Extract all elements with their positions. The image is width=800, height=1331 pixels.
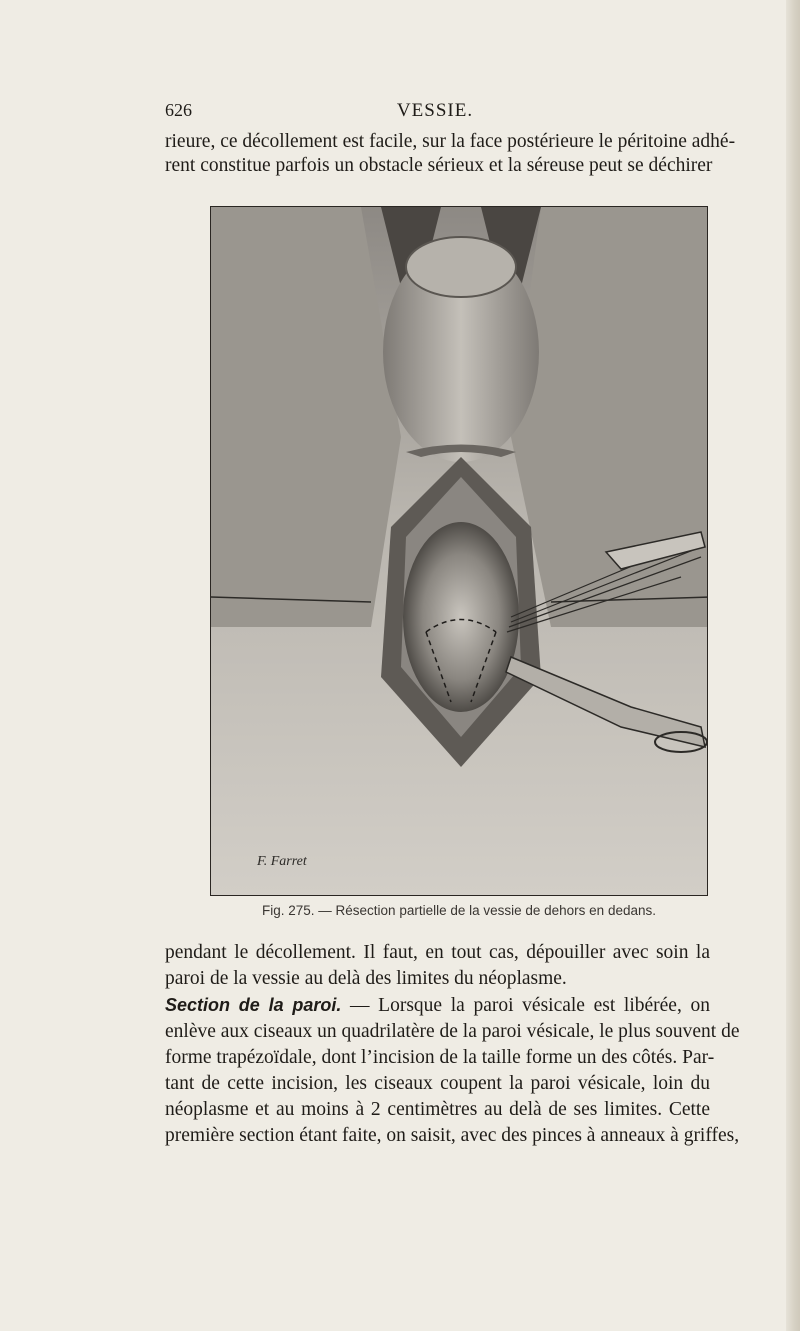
text-line: tant de cette incision, les ciseaux coupent la paroi vésicale, loin du — [165, 1073, 710, 1094]
surgical-illustration — [211, 207, 708, 896]
text-line-rest: — Lorsque la paroi vésicale est libérée, on — [341, 995, 710, 1016]
top-paragraph — [165, 130, 736, 178]
running-header — [165, 100, 705, 128]
body-paragraph — [165, 940, 740, 1149]
figure-caption: Fig. 275. — Résection partielle de la vessie de dehors en dedans. — [262, 903, 656, 918]
text-line: enlève aux ciseaux un quadrilatère de la paroi vésicale, le plus souvent de — [165, 1021, 740, 1042]
text-line: forme trapézoïdale, dont l’incision de la taille forme un des côtés. Par- — [165, 1047, 715, 1068]
running-title: VESSIE. — [396, 100, 474, 121]
artist-signature — [256, 854, 308, 869]
bladder-cavity — [403, 522, 519, 712]
section-heading: Section de la paroi. — [165, 995, 342, 1015]
text-line: rieure, ce décollement est facile, sur la face postérieure le péritoine adhé- — [165, 131, 736, 152]
figure-frame — [210, 206, 708, 896]
organ-tip — [406, 237, 516, 297]
text-line: première section étant faite, on saisit, avec des pinces à anneaux à griffes, — [165, 1125, 740, 1146]
text-line: paroi de la vessie au delà des limites du néoplasme. — [165, 968, 567, 989]
text-line: néoplasme et au moins à 2 centimètres au delà de ses limites. Cette — [165, 1099, 710, 1120]
text-line: rent constitue parfois un obstacle sérieux et la séreuse peut se déchirer — [165, 155, 713, 176]
page-edge — [786, 0, 800, 1331]
signature-text: F. Farret — [257, 854, 307, 869]
text-line-with-heading — [165, 992, 710, 1019]
text-line: pendant le décollement. Il faut, en tout cas, dépouiller avec soin la — [165, 942, 710, 963]
page-number: 626 — [165, 100, 192, 120]
right-thigh — [511, 207, 708, 627]
